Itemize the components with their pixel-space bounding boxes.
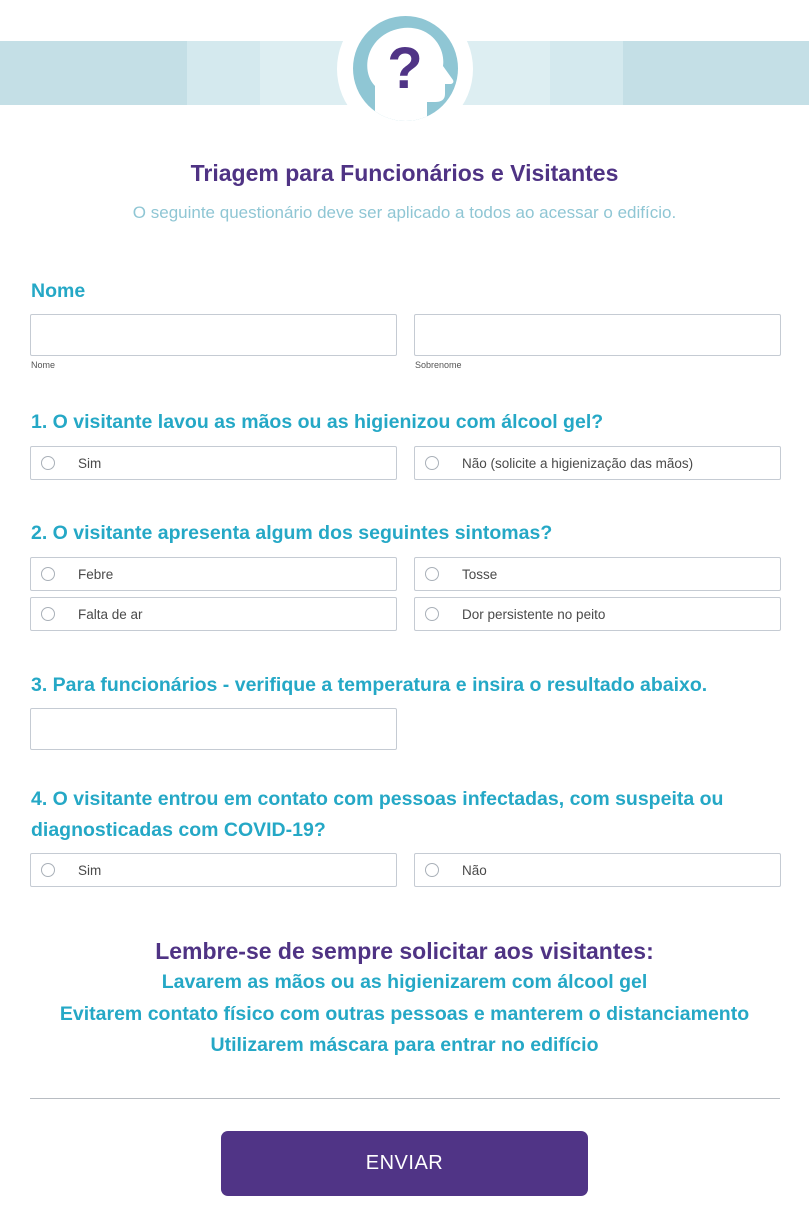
q2-option-dor-no-peito[interactable] [414, 597, 781, 631]
option-label: Tosse [462, 567, 498, 582]
option-label: Não [462, 863, 487, 878]
radio-button[interactable] [41, 456, 55, 470]
option-label: Sim [78, 863, 102, 878]
page-subtitle: O seguinte questionário deve ser aplicado a todos ao acessar o edifício. [132, 203, 677, 222]
divider [30, 1098, 780, 1099]
option-label: Dor persistente no peito [462, 607, 606, 622]
submit-button[interactable]: ENVIAR [221, 1131, 588, 1196]
option-label: Falta de ar [78, 607, 143, 622]
question-4-label [31, 784, 723, 846]
q4-option-sim[interactable] [30, 853, 397, 887]
radio-button[interactable] [41, 567, 55, 581]
option-label: Não (solicite a higienização das mãos) [462, 456, 694, 471]
question-4-label-line-2: diagnosticadas com COVID-19? [31, 819, 326, 841]
reminder-item: Utilizarem máscara para entrar no edifício [210, 1034, 599, 1056]
option-label: Sim [78, 456, 102, 471]
radio-button[interactable] [425, 567, 439, 581]
radio-button[interactable] [41, 863, 55, 877]
reminder-title: Lembre-se de sempre solicitar aos visitantes: [155, 938, 654, 964]
last-name-sublabel: Sobrenome [415, 360, 462, 370]
first-name-sublabel: Nome [31, 360, 56, 370]
banner-band [623, 41, 809, 105]
radio-button[interactable] [41, 607, 55, 621]
q1-option-sim[interactable] [30, 446, 397, 480]
reminder-section [0, 935, 809, 1062]
banner-band [0, 41, 187, 105]
page-title: Triagem para Funcionários e Visitantes [190, 160, 619, 186]
question-2-label: 2. O visitante apresenta algum dos seguintes sintomas? [31, 522, 553, 544]
reminder-item: Evitarem contato físico com outras pessoas e manterem o distanciamento [59, 1002, 750, 1025]
question-3-label: 3. Para funcionários - verifique a temperatura e insira o resultado abaixo. [31, 674, 708, 696]
reminder-item: Lavarem as mãos ou as higienizarem com álcool gel [161, 971, 648, 993]
svg-text:?: ? [387, 36, 423, 101]
banner-band [460, 41, 550, 105]
q2-option-febre[interactable] [30, 557, 397, 591]
q4-option-nao[interactable] [414, 853, 781, 887]
logo [337, 1, 473, 137]
last-name-input[interactable] [414, 314, 781, 356]
temperature-input[interactable] [30, 708, 397, 750]
q2-option-tosse[interactable] [414, 557, 781, 591]
question-1-label: 1. O visitante lavou as mãos ou as higienizou com álcool gel? [31, 411, 604, 433]
banner-band [187, 41, 260, 105]
name-label: Nome [31, 280, 86, 302]
radio-button[interactable] [425, 607, 439, 621]
question-4-label-line-1: 4. O visitante entrou em contato com pessoas infectadas, com suspeita ou [31, 788, 724, 810]
radio-button[interactable] [425, 456, 439, 470]
question-head-icon [353, 16, 458, 121]
option-label: Febre [78, 567, 114, 582]
banner-band [550, 41, 623, 105]
q1-option-nao[interactable] [414, 446, 781, 480]
q2-option-falta-de-ar[interactable] [30, 597, 397, 631]
radio-button[interactable] [425, 863, 439, 877]
first-name-input[interactable] [30, 314, 397, 356]
